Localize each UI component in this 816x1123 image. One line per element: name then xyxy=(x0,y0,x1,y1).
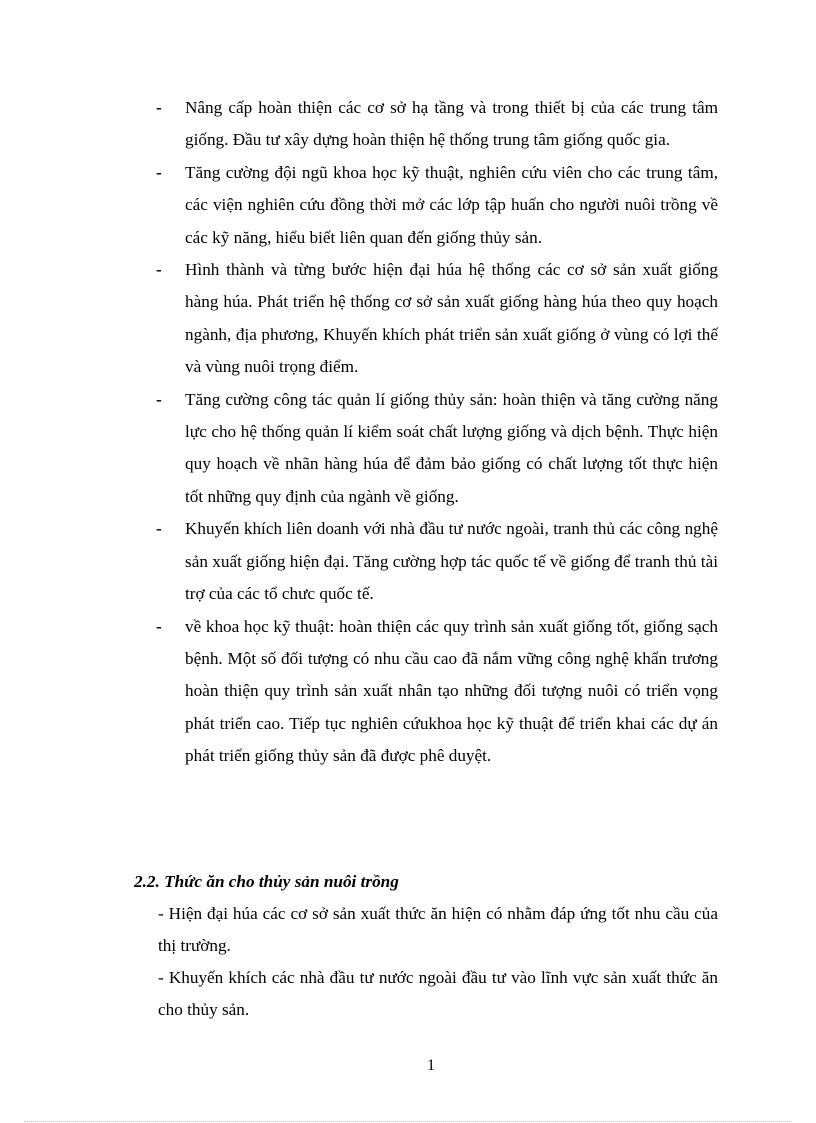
bullet-item xyxy=(156,611,718,773)
bullet-text: về khoa học kỹ thuật: hoàn thiện các quy trình sản xuất giống tốt, giống sạch bệnh. Một số đối tượng có nhu cầu cao đã nắm vững công nghệ khẩn trương hoàn thiện quy trình sản xuất nhân tạo những đối tượng nuôi có triển vọng phát triển cao. Tiếp tục nghiên cứukhoa học kỹ thuật để triển khai các dự án phát triển giống thủy sản đã được phê duyệt. xyxy=(185,616,718,766)
bullet-item xyxy=(156,157,718,254)
page-bottom-divider xyxy=(24,1121,792,1122)
bullet-item xyxy=(156,513,718,610)
bullet-item xyxy=(156,254,718,384)
bullet-dash: - xyxy=(156,519,162,539)
page-number: 1 xyxy=(427,1057,435,1074)
bullet-list xyxy=(156,92,718,773)
paragraph: - Khuyến khích các nhà đầu tư nước ngoài đầu tư vào lĩnh vực sản xuất thức ăn cho thủy sản. xyxy=(158,968,718,1020)
bullet-text: Khuyến khích liên doanh với nhà đầu tư nước ngoài, tranh thủ các công nghệ sản xuất giống hiện đại. Tăng cường hợp tác quốc tế về giống để tranh thủ tài trợ của các tổ chưc quốc tế. xyxy=(185,519,718,604)
bullet-text: Hình thành và từng bước hiện đại húa hệ thống các cơ sở sản xuất giống hàng húa. Phát triển hệ thống cơ sở sản xuất giống hàng húa theo quy hoạch ngành, địa phương, Khuyến khích phát triển sản xuất giống ở vùng có lợi thế và vùng nuôi trọng điểm. xyxy=(185,260,718,377)
bullet-dash: - xyxy=(156,162,162,182)
section-heading: 2.2. Thức ăn cho thủy sản nuôi trồng xyxy=(134,872,399,891)
bullet-dash: - xyxy=(156,260,162,280)
bullet-dash: - xyxy=(156,98,162,117)
paragraph: - Hiện đại húa các cơ sở sản xuất thức ăn hiện có nhằm đáp ứng tốt nhu cầu của thị trường. xyxy=(158,904,718,956)
bullet-dash: - xyxy=(156,389,162,409)
bullet-item xyxy=(156,384,718,514)
bullet-item xyxy=(156,92,718,157)
bullet-dash: - xyxy=(156,616,162,636)
bullet-text: Nâng cấp hoàn thiện các cơ sở hạ tầng và trong thiết bị của các trung tâm giống. Đầu tư xây dựng hoàn thiện hệ thống trung tâm giống quốc gia. xyxy=(185,98,718,150)
bullet-text: Tăng cường đội ngũ khoa học kỹ thuật, nghiên cứu viên cho các trung tâm, các viện nghiên cứu đồng thời mở các lớp tập huấn cho người nuôi trồng về các kỹ năng, hiểu biết liên quan đến giống thủy sản. xyxy=(185,162,718,247)
bullet-text: Tăng cường công tác quản lí giống thủy sản: hoàn thiện và tăng cường năng lực cho hệ thống quản lí kiểm soát chất lượng giống và dịch bệnh. Thực hiện quy hoạch về nhãn hàng húa để đảm bảo giống có chất lượng tốt thực hiện tốt những quy định của ngành về giống. xyxy=(185,389,718,506)
